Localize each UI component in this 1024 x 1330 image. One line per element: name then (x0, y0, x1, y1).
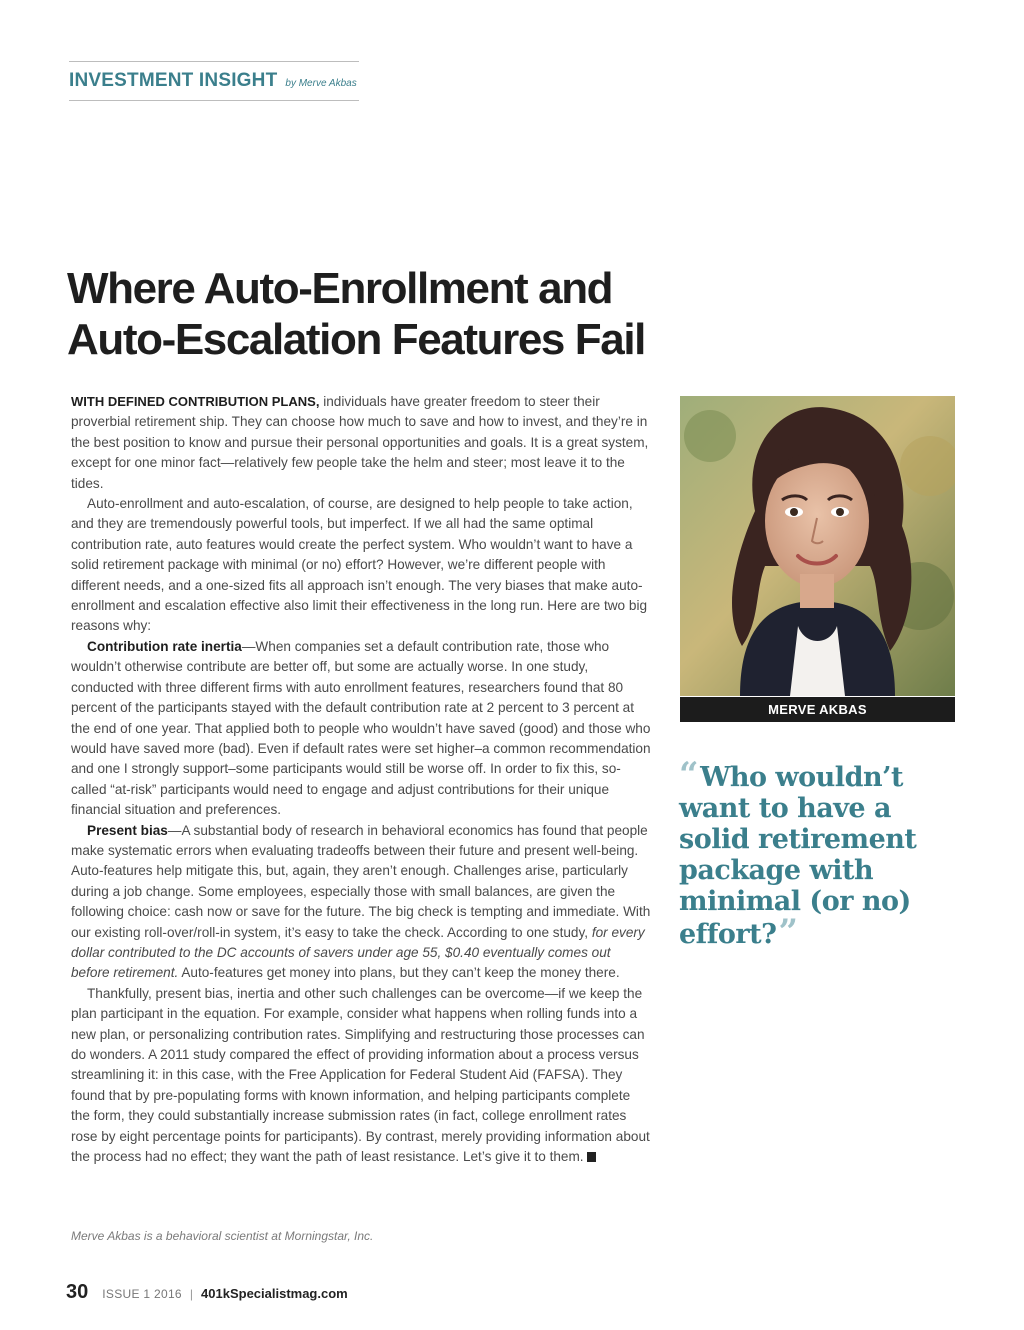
pull-quote (679, 755, 969, 952)
footer-separator: | (189, 1287, 194, 1301)
page-number: 30 (66, 1281, 89, 1303)
section-title: INVESTMENT INSIGHT (69, 70, 278, 91)
article-body (71, 392, 651, 1167)
issue-label: ISSUE 1 2016 (102, 1287, 182, 1301)
lead-in: WITH DEFINED CONTRIBUTION PLANS, (71, 394, 320, 409)
paragraph-auto-features: Auto-enrollment and auto-escalation, of course, are designed to help people to take action, and they are tremendously powerful tools, but imperfect. If we all had the same optimal contribution rate, auto features would create the perfect system. Who wouldn’t want to have a solid retirement package with minimal (or no) effort? However, we’re different people with different needs, and a one-sized fits all approach isn’t enough. The very biases that make auto-enrollment and escalation effective also limit their effectiveness in the long run. Here are two big reasons why: (71, 496, 648, 634)
section-header (69, 61, 359, 101)
end-mark-icon: K (587, 1152, 596, 1162)
paragraph-text: Auto-features get money into plans, but they can’t keep the money there. (178, 965, 620, 981)
website-link[interactable]: 401kSpecialistmag.com (201, 1286, 348, 1301)
paragraph-text: individuals have greater freedom to steer their proverbial retirement ship. They can choose how much to save and how to invest, and they’re in the best position to know and pursue their personal opportunities and goals. It is a great system, except for one minor fact—relatively few people take the helm and steer; most leave it to the tides. (71, 394, 649, 491)
paragraph-inertia (71, 637, 651, 821)
paragraph-conclusion (71, 984, 651, 1168)
title-line-1: Where Auto-Enrollment and (67, 264, 613, 313)
paragraph-present-bias (71, 821, 651, 984)
page-footer (66, 1281, 348, 1304)
author-note: Merve Akbas is a behavioral scientist at Morningstar, Inc. (71, 1229, 374, 1243)
paragraph-intro (71, 392, 651, 494)
run-in-heading: Present bias (87, 822, 168, 838)
paragraph-text: —A substantial body of research in behavioral economics has found that people make systematic errors when evaluating tradeoffs between their future and present well-being. Auto-features help mitigate this, but, again, they aren’t enough. Challenges arise, particularly during a job change. Some employees, especially those with small balances, are given the following choice: cash now or save for the future. The big check is tempting and immediate. With our existing roll-over/roll-in system, it’s easy to take the check. According to one study, (71, 822, 651, 940)
close-quote-icon: ” (778, 912, 798, 952)
emphasized-text: for every dollar contributed to the DC accounts of savers under age 55, $0.40 eventually comes out before retirement. (71, 924, 645, 981)
paragraph-text: —When companies set a default contribution rate, those who wouldn’t otherwise contribute are better off, but some are actually worse. In one study, conducted with three different firms with auto enrollment features, researchers found that 80 percent of the participants stayed with the default contribution rate at 2 percent to 3 percent at the end of one year. That applied both to people who wouldn’t have saved (good) and those who would have saved more (bad). Even if default rates were set higher–a common recommendation and one I strongly support–some participants would still be worse off. In order to fix this, so-called “at-risk” participants would need to engage and adjust contributions for their unique financial situation and preferences. (71, 638, 651, 818)
open-quote-icon: “ (679, 755, 699, 795)
paragraph-text: Thankfully, present bias, inertia and other such challenges can be overcome—if we keep the plan participant in the equation. For example, consider what happens when rolling funds into a new plan, or personalizing contribution rates. Simplifying and restructuring those processes can do wonders. A 2011 study compared the effect of providing information about a process versus streamlining it: in this case, with the Free Application for Federal Student Aid (FAFSA). They found that by pre-populating forms with known information, and helping participants complete the form, they could substantially increase submission rates (in fact, college enrollment rates rose by eight percentage points for participants). By contrast, merely providing information about the process had no effect; they want the path of least resistance. Let’s give it to them. (71, 985, 650, 1165)
title-line-2: Auto-Escalation Features Fail (67, 315, 645, 364)
photo-caption: MERVE AKBAS (680, 697, 955, 722)
author-photo (680, 396, 955, 696)
run-in-heading: Contribution rate inertia (87, 638, 242, 654)
pull-quote-text: Who wouldn’t want to have a solid retirement package with minimal (or no) effort? (679, 762, 917, 950)
byline: by Merve Akbas (285, 77, 357, 89)
article-title (67, 263, 687, 365)
